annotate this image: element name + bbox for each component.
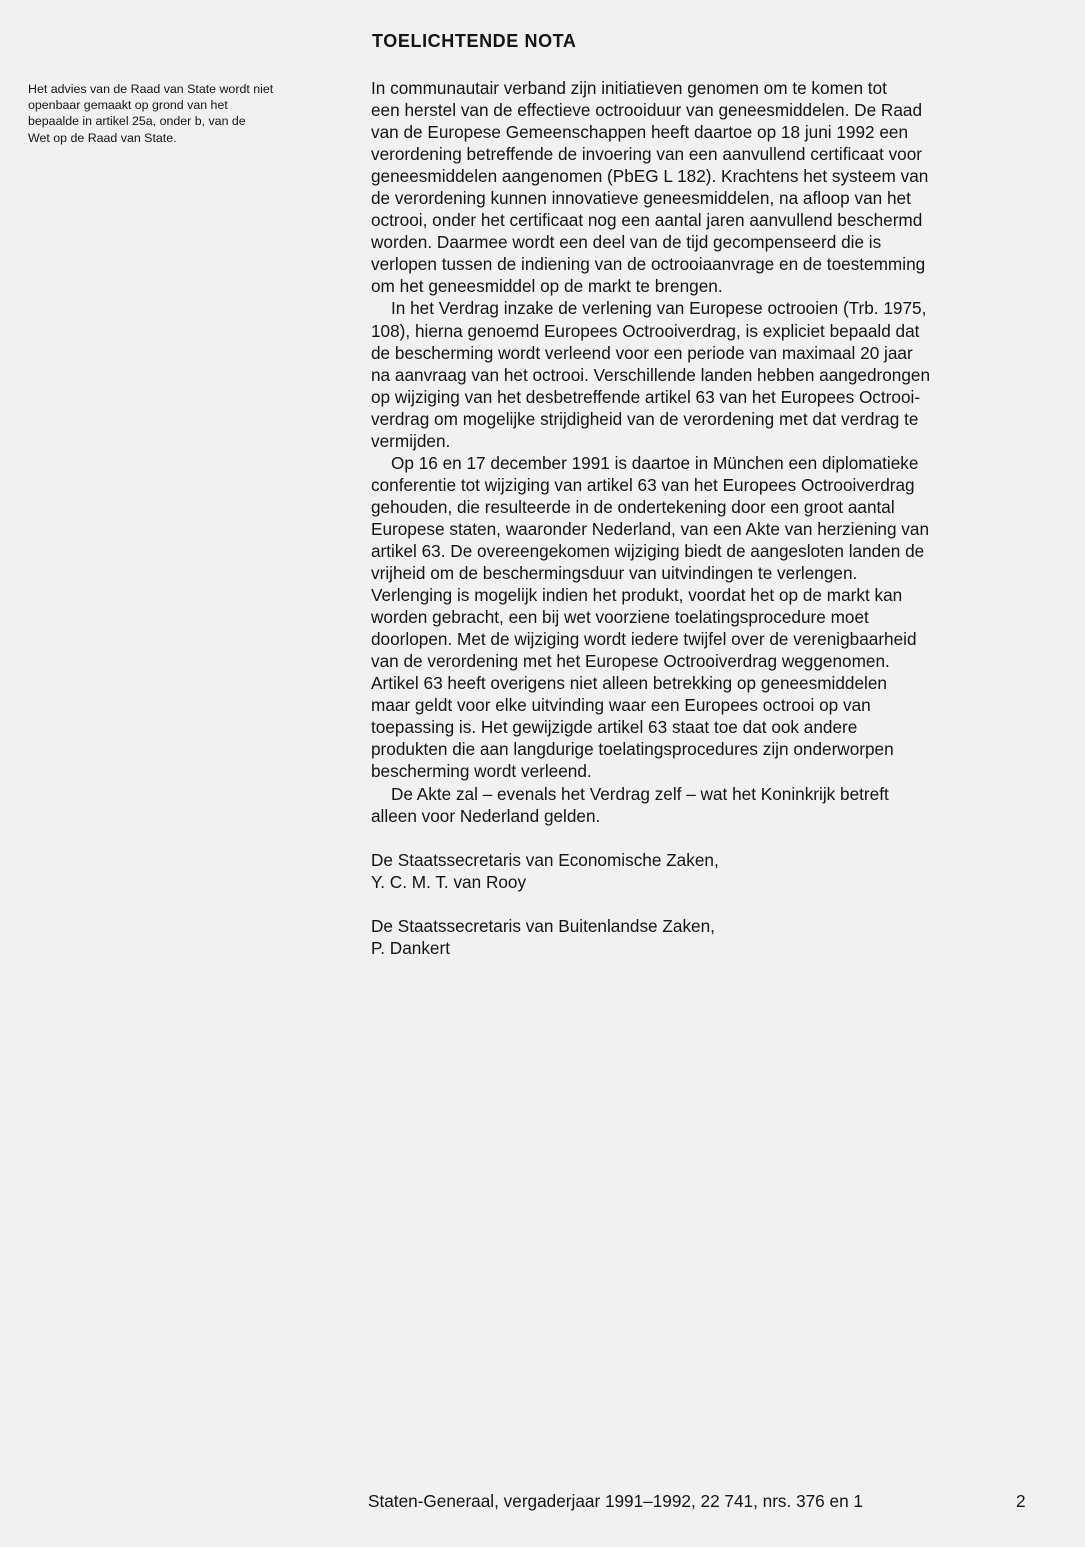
text-line: verdrag om mogelijke strijdigheid van de verordening met dat verdrag te [371, 408, 919, 429]
side-note [28, 81, 358, 146]
text-line: De Akte zal – evenals het Verdrag zelf – wat het Koninkrijk betreft [391, 783, 889, 804]
text-line: Europese staten, waaronder Nederland, van een Akte van herziening van [371, 518, 930, 539]
text-line: produkten die aan langdurige toelatingsprocedures zijn onderworpen [371, 739, 894, 760]
text-line: vrijheid om de beschermingsduur van uitvindingen te verlengen. [371, 563, 858, 584]
text-line: Verlenging is mogelijk indien het produkt, voordat het op de markt kan [371, 585, 903, 606]
text-line: vermijden. [371, 430, 451, 451]
text-line: bescherming wordt verleend. [371, 761, 592, 782]
text-line: 108), hierna genoemd Europees Octrooiverdrag, is expliciet bepaald dat [371, 320, 920, 341]
text-line: gehouden, die resulteerde in de ondertekening door een groot aantal [371, 496, 895, 517]
signature-name: Y. C. M. T. van Rooy [371, 871, 527, 892]
signature-economische-zaken [371, 849, 1051, 893]
signature-buitenlandse-zaken [371, 915, 1051, 959]
side-note-line: bepaalde in artikel 25a, onder b, van de [28, 114, 246, 129]
text-line: verlopen tussen de indiening van de octrooiaanvrage en de toestemming [371, 254, 926, 275]
text-line: toepassing is. Het gewijzigde artikel 63 staat toe dat ook andere [371, 717, 858, 738]
signature-role: De Staatssecretaris van Economische Zaken, [371, 849, 719, 870]
text-line: geneesmiddelen aangenomen (PbEG L 182). Krachtens het systeem van [371, 166, 929, 187]
text-line: de bescherming wordt verleend voor een periode van maximaal 20 jaar [371, 342, 913, 363]
page-title: TOELICHTENDE NOTA [372, 31, 577, 51]
text-line: artikel 63. De overeengekomen wijziging biedt de aangesloten landen de [371, 540, 925, 561]
side-note-line: Wet op de Raad van State. [28, 130, 177, 145]
main-text [371, 77, 1051, 959]
text-line: verordening betreffende de invoering van een aanvullend certificaat voor [371, 144, 923, 165]
footer-reference: Staten-Generaal, vergaderjaar 1991–1992, 22 741, nrs. 376 en 1 [368, 1491, 863, 1511]
text-line: In het Verdrag inzake de verlening van Europese octrooien (Trb. 1975, [391, 298, 927, 319]
text-line: maar geldt voor elke uitvinding waar een Europees octrooi op van [371, 695, 871, 716]
text-line: conferentie tot wijziging van artikel 63 van het Europees Octrooiverdrag [371, 474, 915, 495]
text-line: worden gebracht, een bij wet voorziene toelatingsprocedure moet [371, 607, 869, 628]
text-line: de verordening kunnen innovatieve geneesmiddelen, na afloop van het [371, 188, 911, 209]
signature-name: P. Dankert [371, 937, 450, 958]
text-line: om het geneesmiddel op de markt te brengen. [371, 276, 723, 297]
text-line: van de verordening met het Europese Octrooiverdrag weggenomen. [371, 651, 890, 672]
side-note-line: openbaar gemaakt op grond van het [28, 98, 228, 113]
text-line: op wijziging van het desbetreffende artikel 63 van het Europees Octrooi- [371, 386, 921, 407]
paragraph-4 [371, 783, 1051, 827]
paragraph-3 [371, 452, 1051, 783]
text-line: na aanvraag van het octrooi. Verschillende landen hebben aangedrongen [371, 364, 931, 385]
text-line: Artikel 63 heeft overigens niet alleen betrekking op geneesmiddelen [371, 673, 887, 694]
text-line: worden. Daarmee wordt een deel van de tijd gecompenseerd die is [371, 232, 882, 253]
text-line: In communautair verband zijn initiatieven genomen om te komen tot [371, 78, 887, 98]
text-line: octrooi, onder het certificaat nog een aantal jaren aanvullend beschermd [371, 210, 923, 231]
text-line: van de Europese Gemeenschappen heeft daartoe op 18 juni 1992 een [371, 122, 909, 143]
paragraph-1 [371, 77, 1051, 297]
paragraph-2 [371, 297, 1051, 451]
text-line: Op 16 en 17 december 1991 is daartoe in München een diplomatieke [391, 452, 919, 473]
signature-role: De Staatssecretaris van Buitenlandse Zaken, [371, 915, 715, 936]
side-note-line: Het advies van de Raad van State wordt niet [28, 82, 274, 96]
text-line: een herstel van de effectieve octrooiduur van geneesmiddelen. De Raad [371, 100, 922, 121]
text-line: doorlopen. Met de wijziging wordt iedere twijfel over de verenigbaarheid [371, 629, 917, 650]
text-line: alleen voor Nederland gelden. [371, 805, 601, 826]
page-number: 2 [1016, 1491, 1026, 1511]
